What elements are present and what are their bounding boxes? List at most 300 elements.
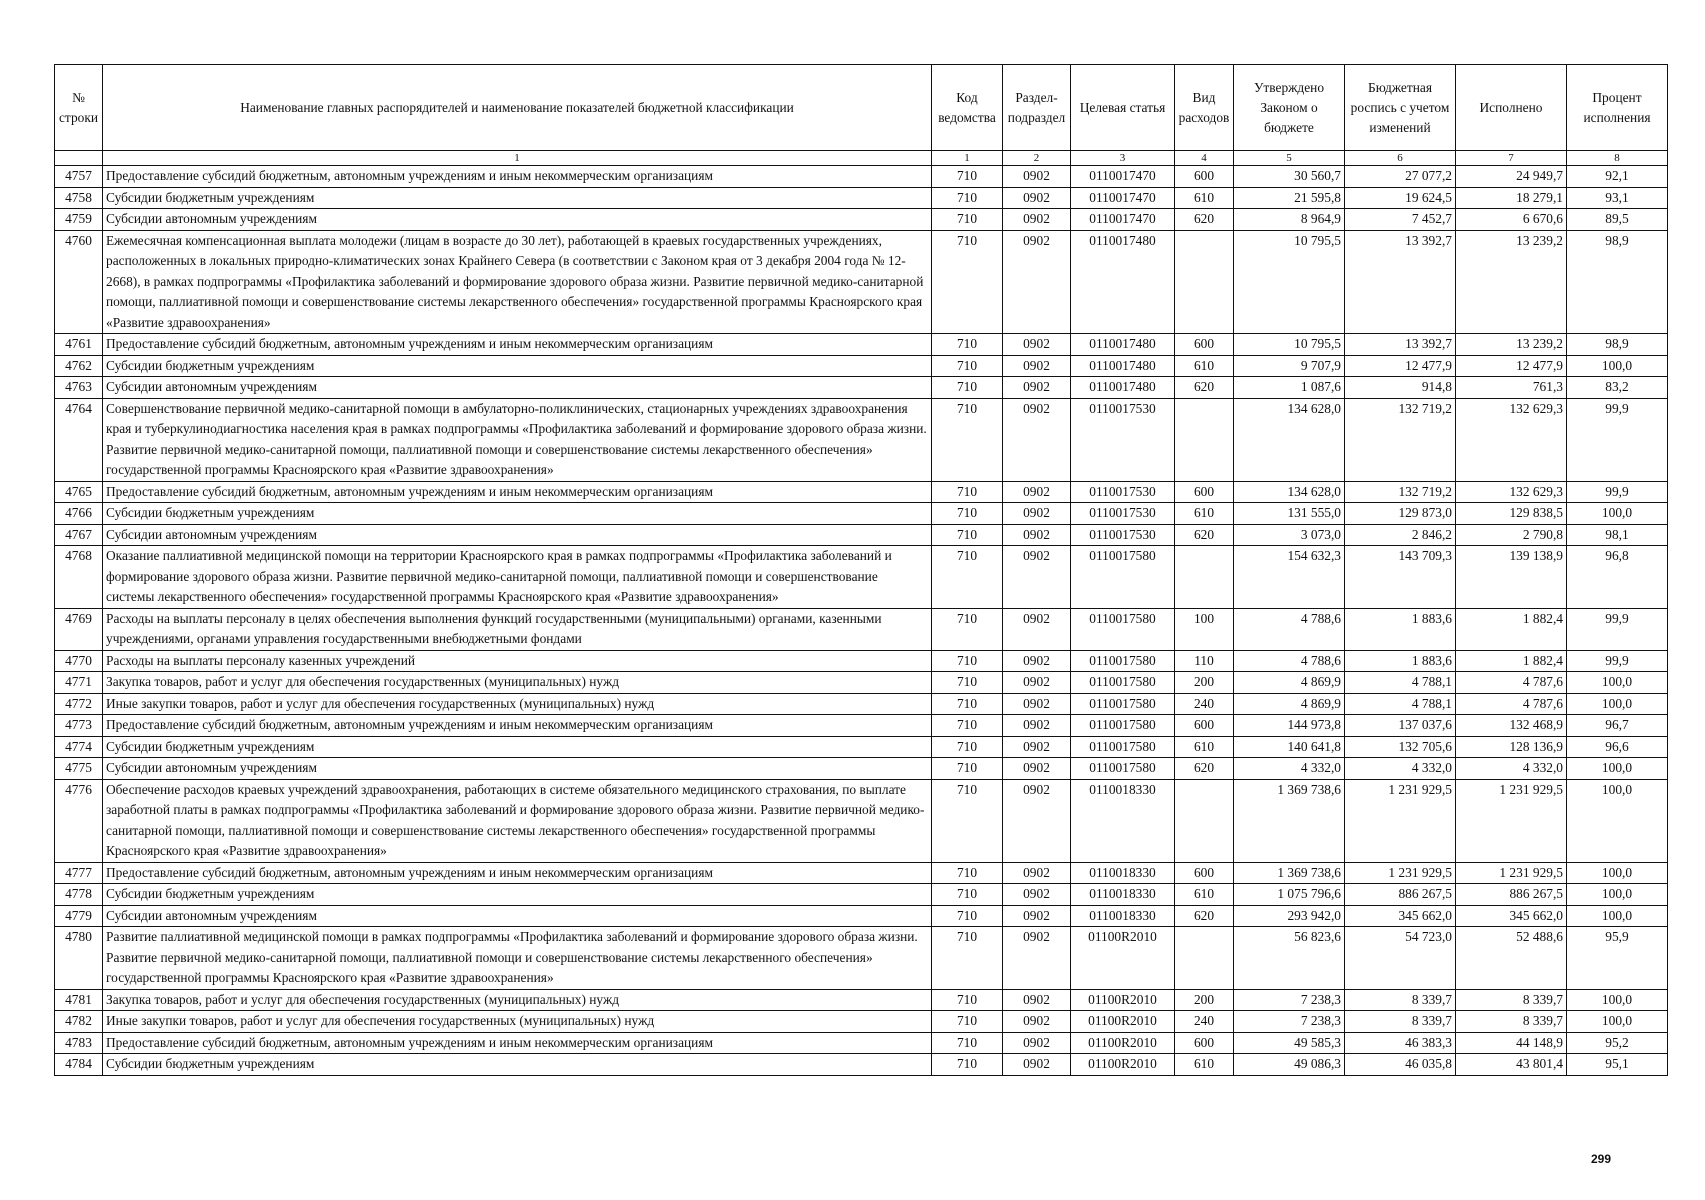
row-number: 4779: [55, 905, 103, 927]
row-target: 0110017480: [1071, 355, 1175, 377]
table-row: [55, 187, 1668, 209]
column-number-empty: [55, 151, 103, 166]
row-section: 0902: [1003, 1032, 1071, 1054]
row-number: 4770: [55, 650, 103, 672]
row-name: Совершенствование первичной медико-санитарной помощи в амбулаторно-поликлинических, стационарных учреждениях здравоохранения края и туберкулинодиагностика населения края в рамках подпрограммы «Профилактика заболеваний и формирование здорового образа жизни. Развитие первичной медико-санитарной помощи, паллиативной помощи и совершенствование системы лекарственного обеспечения» государственной программы Красноярского края «Развитие здравоохранения»: [103, 398, 932, 481]
row-number: 4758: [55, 187, 103, 209]
row-name: Субсидии бюджетным учреждениям: [103, 1054, 932, 1076]
row-expense-type: 610: [1175, 736, 1234, 758]
row-target: 0110017480: [1071, 334, 1175, 356]
row-budget-list: 1 883,6: [1345, 650, 1456, 672]
row-section: 0902: [1003, 736, 1071, 758]
row-expense-type: 600: [1175, 1032, 1234, 1054]
table-row: [55, 650, 1668, 672]
row-approved: 4 869,9: [1234, 672, 1345, 694]
row-percent: 92,1: [1567, 166, 1668, 188]
row-executed: 886 267,5: [1456, 884, 1567, 906]
row-number: 4760: [55, 230, 103, 334]
row-expense-type: 600: [1175, 862, 1234, 884]
row-approved: 1 369 738,6: [1234, 862, 1345, 884]
column-number: 6: [1345, 151, 1456, 166]
row-executed: 4 787,6: [1456, 693, 1567, 715]
row-percent: 99,9: [1567, 481, 1668, 503]
row-executed: 44 148,9: [1456, 1032, 1567, 1054]
row-percent: 83,2: [1567, 377, 1668, 399]
row-target: 0110017580: [1071, 758, 1175, 780]
row-budget-list: 13 392,7: [1345, 230, 1456, 334]
column-number-row: [55, 151, 1668, 166]
header-expense-type: Вид расходов: [1175, 65, 1234, 151]
row-expense-type: 610: [1175, 884, 1234, 906]
table-row: [55, 230, 1668, 334]
row-name: Закупка товаров, работ и услуг для обеспечения государственных (муниципальных) нужд: [103, 672, 932, 694]
row-section: 0902: [1003, 166, 1071, 188]
budget-report-page: [54, 64, 1667, 1076]
table-row: [55, 524, 1668, 546]
header-name: Наименование главных распорядителей и наименование показателей бюджетной классификации: [103, 65, 932, 151]
row-name: Предоставление субсидий бюджетным, автономным учреждениям и иным некоммерческим организациям: [103, 1032, 932, 1054]
row-dept-code: 710: [932, 715, 1003, 737]
row-budget-list: 54 723,0: [1345, 927, 1456, 990]
row-number: 4771: [55, 672, 103, 694]
row-budget-list: 886 267,5: [1345, 884, 1456, 906]
row-budget-list: 129 873,0: [1345, 503, 1456, 525]
row-name: Закупка товаров, работ и услуг для обеспечения государственных (муниципальных) нужд: [103, 989, 932, 1011]
row-budget-list: 137 037,6: [1345, 715, 1456, 737]
row-name: Иные закупки товаров, работ и услуг для обеспечения государственных (муниципальных) нужд: [103, 693, 932, 715]
row-name: Расходы на выплаты персоналу казенных учреждений: [103, 650, 932, 672]
row-expense-type: 200: [1175, 989, 1234, 1011]
row-dept-code: 710: [932, 230, 1003, 334]
table-row: [55, 377, 1668, 399]
table-row: [55, 398, 1668, 481]
row-name: Развитие паллиативной медицинской помощи в рамках подпрограммы «Профилактика заболеваний и формирование здорового образа жизни. Развитие первичной медико-санитарной помощи, паллиативной помощи и совершенствование системы лекарственного обеспечения» государственной программы Красноярского края «Развитие здравоохранения»: [103, 927, 932, 990]
row-percent: 89,5: [1567, 209, 1668, 231]
row-target: 0110017580: [1071, 715, 1175, 737]
row-expense-type: 110: [1175, 650, 1234, 672]
row-number: 4762: [55, 355, 103, 377]
row-expense-type: 240: [1175, 693, 1234, 715]
row-percent: 99,9: [1567, 608, 1668, 650]
row-dept-code: 710: [932, 989, 1003, 1011]
row-target: 0110018330: [1071, 884, 1175, 906]
row-expense-type: [1175, 398, 1234, 481]
row-approved: 4 788,6: [1234, 650, 1345, 672]
row-percent: 96,8: [1567, 546, 1668, 609]
row-number: 4776: [55, 779, 103, 862]
row-expense-type: 620: [1175, 524, 1234, 546]
row-executed: 139 138,9: [1456, 546, 1567, 609]
header-executed: Исполнено: [1456, 65, 1567, 151]
table-body: [55, 166, 1668, 1076]
row-percent: 100,0: [1567, 672, 1668, 694]
row-number: 4765: [55, 481, 103, 503]
row-percent: 100,0: [1567, 503, 1668, 525]
row-expense-type: [1175, 779, 1234, 862]
row-approved: 56 823,6: [1234, 927, 1345, 990]
row-number: 4757: [55, 166, 103, 188]
row-dept-code: 710: [932, 524, 1003, 546]
row-section: 0902: [1003, 862, 1071, 884]
column-number: 8: [1567, 151, 1668, 166]
row-budget-list: 8 339,7: [1345, 1011, 1456, 1033]
row-expense-type: [1175, 546, 1234, 609]
row-number: 4761: [55, 334, 103, 356]
row-section: 0902: [1003, 779, 1071, 862]
row-executed: 1 231 929,5: [1456, 779, 1567, 862]
row-executed: 2 790,8: [1456, 524, 1567, 546]
table-row: [55, 779, 1668, 862]
row-section: 0902: [1003, 187, 1071, 209]
row-approved: 154 632,3: [1234, 546, 1345, 609]
row-section: 0902: [1003, 398, 1071, 481]
row-budget-list: 12 477,9: [1345, 355, 1456, 377]
row-section: 0902: [1003, 884, 1071, 906]
row-executed: 8 339,7: [1456, 1011, 1567, 1033]
row-target: 01100R2010: [1071, 1054, 1175, 1076]
row-name: Субсидии бюджетным учреждениям: [103, 503, 932, 525]
row-number: 4772: [55, 693, 103, 715]
table-row: [55, 693, 1668, 715]
row-budget-list: 4 332,0: [1345, 758, 1456, 780]
row-dept-code: 710: [932, 187, 1003, 209]
row-executed: 345 662,0: [1456, 905, 1567, 927]
row-number: 4773: [55, 715, 103, 737]
row-dept-code: 710: [932, 209, 1003, 231]
row-approved: 4 869,9: [1234, 693, 1345, 715]
row-target: 0110017470: [1071, 209, 1175, 231]
column-number: 1: [103, 151, 932, 166]
row-dept-code: 710: [932, 1032, 1003, 1054]
row-expense-type: 620: [1175, 377, 1234, 399]
table-row: [55, 905, 1668, 927]
row-section: 0902: [1003, 1011, 1071, 1033]
row-approved: 144 973,8: [1234, 715, 1345, 737]
header-target: Целевая статья: [1071, 65, 1175, 151]
row-section: 0902: [1003, 715, 1071, 737]
row-budget-list: 132 705,6: [1345, 736, 1456, 758]
row-number: 4767: [55, 524, 103, 546]
row-dept-code: 710: [932, 546, 1003, 609]
row-section: 0902: [1003, 693, 1071, 715]
row-executed: 13 239,2: [1456, 334, 1567, 356]
row-target: 0110018330: [1071, 862, 1175, 884]
table-row: [55, 503, 1668, 525]
row-section: 0902: [1003, 1054, 1071, 1076]
row-dept-code: 710: [932, 166, 1003, 188]
row-target: 0110017580: [1071, 608, 1175, 650]
row-section: 0902: [1003, 989, 1071, 1011]
row-expense-type: 620: [1175, 209, 1234, 231]
row-expense-type: [1175, 927, 1234, 990]
row-budget-list: 4 788,1: [1345, 693, 1456, 715]
row-percent: 100,0: [1567, 884, 1668, 906]
header-section: Раздел-подраздел: [1003, 65, 1071, 151]
row-percent: 95,2: [1567, 1032, 1668, 1054]
row-dept-code: 710: [932, 377, 1003, 399]
row-target: 01100R2010: [1071, 1011, 1175, 1033]
column-number: 7: [1456, 151, 1567, 166]
column-number: 3: [1071, 151, 1175, 166]
row-approved: 9 707,9: [1234, 355, 1345, 377]
row-number: 4768: [55, 546, 103, 609]
row-budget-list: 19 624,5: [1345, 187, 1456, 209]
row-section: 0902: [1003, 608, 1071, 650]
row-percent: 95,1: [1567, 1054, 1668, 1076]
row-number: 4766: [55, 503, 103, 525]
row-executed: 132 629,3: [1456, 398, 1567, 481]
header-row-no: № строки: [55, 65, 103, 151]
table-row: [55, 1011, 1668, 1033]
row-number: 4763: [55, 377, 103, 399]
row-executed: 129 838,5: [1456, 503, 1567, 525]
table-row: [55, 334, 1668, 356]
row-target: 0110018330: [1071, 779, 1175, 862]
row-percent: 98,1: [1567, 524, 1668, 546]
header-budget-list: Бюджетная роспись с учетом изменений: [1345, 65, 1456, 151]
row-budget-list: 1 883,6: [1345, 608, 1456, 650]
row-section: 0902: [1003, 209, 1071, 231]
row-target: 0110017580: [1071, 672, 1175, 694]
column-number: 5: [1234, 151, 1345, 166]
row-dept-code: 710: [932, 608, 1003, 650]
row-approved: 1 075 796,6: [1234, 884, 1345, 906]
row-dept-code: 710: [932, 736, 1003, 758]
table-row: [55, 1054, 1668, 1076]
row-percent: 96,6: [1567, 736, 1668, 758]
row-target: 0110017530: [1071, 398, 1175, 481]
row-section: 0902: [1003, 503, 1071, 525]
row-number: 4777: [55, 862, 103, 884]
row-budget-list: 13 392,7: [1345, 334, 1456, 356]
row-section: 0902: [1003, 546, 1071, 609]
row-name: Субсидии бюджетным учреждениям: [103, 736, 932, 758]
row-percent: 100,0: [1567, 779, 1668, 862]
row-name: Субсидии автономным учреждениям: [103, 377, 932, 399]
row-executed: 4 787,6: [1456, 672, 1567, 694]
row-name: Субсидии автономным учреждениям: [103, 905, 932, 927]
header-approved: Утверждено Законом о бюджете: [1234, 65, 1345, 151]
row-target: 0110017580: [1071, 650, 1175, 672]
row-name: Предоставление субсидий бюджетным, автономным учреждениям и иным некоммерческим организациям: [103, 334, 932, 356]
row-approved: 293 942,0: [1234, 905, 1345, 927]
row-approved: 10 795,5: [1234, 334, 1345, 356]
table-row: [55, 209, 1668, 231]
row-name: Ежемесячная компенсационная выплата молодежи (лицам в возрасте до 30 лет), работающей в краевых государственных учреждениях, расположенных в локальных природно-климатических зонах Крайнего Севера (в соответствии с Законом края от 3 декабря 2004 года № 12-2668), в рамках подпрограммы «Профилактика заболеваний и формирование здорового образа жизни. Развитие первичной медико-санитарной помощи, паллиативной помощи и совершенствование системы лекарственного обеспечения» государственной программы Красноярского края «Развитие здравоохранения»: [103, 230, 932, 334]
row-budget-list: 1 231 929,5: [1345, 779, 1456, 862]
table-row: [55, 715, 1668, 737]
row-name: Субсидии автономным учреждениям: [103, 209, 932, 231]
header-row: [55, 65, 1668, 151]
header-dept-code: Код ведомства: [932, 65, 1003, 151]
row-dept-code: 710: [932, 905, 1003, 927]
row-name: Субсидии бюджетным учреждениям: [103, 187, 932, 209]
row-name: Предоставление субсидий бюджетным, автономным учреждениям и иным некоммерческим организациям: [103, 715, 932, 737]
table-row: [55, 355, 1668, 377]
row-name: Предоставление субсидий бюджетным, автономным учреждениям и иным некоммерческим организациям: [103, 862, 932, 884]
header-percent: Процент исполнения: [1567, 65, 1668, 151]
row-name: Предоставление субсидий бюджетным, автономным учреждениям и иным некоммерческим организациям: [103, 481, 932, 503]
row-expense-type: 600: [1175, 334, 1234, 356]
row-executed: 24 949,7: [1456, 166, 1567, 188]
row-name: Обеспечение расходов краевых учреждений здравоохранения, работающих в системе обязательного медицинского страхования, по выплате заработной платы в рамках подпрограммы «Профилактика заболеваний и формирование здорового образа жизни. Развитие первичной медико-санитарной помощи, паллиативной помощи и совершенствование системы лекарственного обеспечения» государственной программы Красноярского края «Развитие здравоохранения»: [103, 779, 932, 862]
row-percent: 100,0: [1567, 862, 1668, 884]
row-expense-type: 600: [1175, 715, 1234, 737]
row-section: 0902: [1003, 650, 1071, 672]
row-approved: 4 332,0: [1234, 758, 1345, 780]
row-name: Расходы на выплаты персоналу в целях обеспечения выполнения функций государственными (муниципальными) органами, казенными учреждениями, органами управления государственными внебюджетными фондами: [103, 608, 932, 650]
row-dept-code: 710: [932, 355, 1003, 377]
row-executed: 1 231 929,5: [1456, 862, 1567, 884]
row-number: 4774: [55, 736, 103, 758]
row-percent: 100,0: [1567, 758, 1668, 780]
row-dept-code: 710: [932, 1054, 1003, 1076]
row-section: 0902: [1003, 758, 1071, 780]
row-target: 0110017530: [1071, 503, 1175, 525]
row-percent: 100,0: [1567, 1011, 1668, 1033]
row-executed: 8 339,7: [1456, 989, 1567, 1011]
row-dept-code: 710: [932, 672, 1003, 694]
row-approved: 140 641,8: [1234, 736, 1345, 758]
row-target: 0110017480: [1071, 230, 1175, 334]
row-approved: 30 560,7: [1234, 166, 1345, 188]
row-approved: 7 238,3: [1234, 989, 1345, 1011]
table-row: [55, 862, 1668, 884]
row-dept-code: 710: [932, 398, 1003, 481]
row-executed: 132 468,9: [1456, 715, 1567, 737]
row-number: 4764: [55, 398, 103, 481]
row-number: 4783: [55, 1032, 103, 1054]
row-name: Субсидии автономным учреждениям: [103, 758, 932, 780]
row-dept-code: 710: [932, 927, 1003, 990]
row-name: Субсидии бюджетным учреждениям: [103, 884, 932, 906]
row-budget-list: 132 719,2: [1345, 481, 1456, 503]
table-row: [55, 672, 1668, 694]
column-number: 1: [932, 151, 1003, 166]
row-percent: 100,0: [1567, 355, 1668, 377]
row-approved: 21 595,8: [1234, 187, 1345, 209]
row-executed: 128 136,9: [1456, 736, 1567, 758]
row-section: 0902: [1003, 355, 1071, 377]
row-approved: 4 788,6: [1234, 608, 1345, 650]
table-row: [55, 736, 1668, 758]
row-name: Иные закупки товаров, работ и услуг для обеспечения государственных (муниципальных) нужд: [103, 1011, 932, 1033]
row-target: 01100R2010: [1071, 989, 1175, 1011]
row-executed: 52 488,6: [1456, 927, 1567, 990]
row-budget-list: 46 383,3: [1345, 1032, 1456, 1054]
row-target: 0110017530: [1071, 481, 1175, 503]
row-approved: 8 964,9: [1234, 209, 1345, 231]
row-expense-type: 620: [1175, 758, 1234, 780]
table-row: [55, 884, 1668, 906]
row-dept-code: 710: [932, 503, 1003, 525]
row-number: 4780: [55, 927, 103, 990]
row-approved: 134 628,0: [1234, 481, 1345, 503]
page-number: 299: [1591, 1152, 1612, 1166]
row-dept-code: 710: [932, 884, 1003, 906]
row-target: 0110017580: [1071, 736, 1175, 758]
row-target: 0110017470: [1071, 187, 1175, 209]
row-budget-list: 27 077,2: [1345, 166, 1456, 188]
row-budget-list: 914,8: [1345, 377, 1456, 399]
row-number: 4782: [55, 1011, 103, 1033]
row-target: 01100R2010: [1071, 1032, 1175, 1054]
row-executed: 12 477,9: [1456, 355, 1567, 377]
table-row: [55, 927, 1668, 990]
row-expense-type: 610: [1175, 503, 1234, 525]
row-percent: 99,9: [1567, 650, 1668, 672]
row-number: 4778: [55, 884, 103, 906]
row-percent: 100,0: [1567, 989, 1668, 1011]
row-executed: 43 801,4: [1456, 1054, 1567, 1076]
row-approved: 49 086,3: [1234, 1054, 1345, 1076]
row-section: 0902: [1003, 927, 1071, 990]
row-expense-type: 240: [1175, 1011, 1234, 1033]
row-budget-list: 8 339,7: [1345, 989, 1456, 1011]
budget-execution-table: [54, 64, 1668, 1076]
row-expense-type: 100: [1175, 608, 1234, 650]
row-percent: 96,7: [1567, 715, 1668, 737]
row-dept-code: 710: [932, 779, 1003, 862]
row-dept-code: 710: [932, 862, 1003, 884]
row-percent: 100,0: [1567, 905, 1668, 927]
row-target: 0110017580: [1071, 693, 1175, 715]
row-approved: 1 087,6: [1234, 377, 1345, 399]
row-number: 4781: [55, 989, 103, 1011]
row-approved: 3 073,0: [1234, 524, 1345, 546]
row-expense-type: 620: [1175, 905, 1234, 927]
row-approved: 1 369 738,6: [1234, 779, 1345, 862]
row-expense-type: 600: [1175, 481, 1234, 503]
row-percent: 99,9: [1567, 398, 1668, 481]
row-expense-type: 610: [1175, 187, 1234, 209]
row-section: 0902: [1003, 230, 1071, 334]
row-dept-code: 710: [932, 758, 1003, 780]
row-dept-code: 710: [932, 693, 1003, 715]
row-target: 0110017470: [1071, 166, 1175, 188]
row-expense-type: 200: [1175, 672, 1234, 694]
row-budget-list: 345 662,0: [1345, 905, 1456, 927]
row-target: 0110017480: [1071, 377, 1175, 399]
row-section: 0902: [1003, 672, 1071, 694]
row-target: 01100R2010: [1071, 927, 1175, 990]
table-row: [55, 546, 1668, 609]
row-section: 0902: [1003, 334, 1071, 356]
row-approved: 131 555,0: [1234, 503, 1345, 525]
row-dept-code: 710: [932, 1011, 1003, 1033]
row-dept-code: 710: [932, 650, 1003, 672]
row-executed: 1 882,4: [1456, 608, 1567, 650]
column-number: 4: [1175, 151, 1234, 166]
row-section: 0902: [1003, 377, 1071, 399]
row-budget-list: 1 231 929,5: [1345, 862, 1456, 884]
row-target: 0110017580: [1071, 546, 1175, 609]
table-row: [55, 989, 1668, 1011]
row-percent: 98,9: [1567, 334, 1668, 356]
row-number: 4784: [55, 1054, 103, 1076]
row-name: Субсидии бюджетным учреждениям: [103, 355, 932, 377]
row-number: 4759: [55, 209, 103, 231]
row-expense-type: 610: [1175, 1054, 1234, 1076]
row-expense-type: 600: [1175, 166, 1234, 188]
row-budget-list: 132 719,2: [1345, 398, 1456, 481]
row-approved: 134 628,0: [1234, 398, 1345, 481]
row-dept-code: 710: [932, 481, 1003, 503]
row-section: 0902: [1003, 524, 1071, 546]
row-executed: 4 332,0: [1456, 758, 1567, 780]
row-expense-type: [1175, 230, 1234, 334]
row-approved: 7 238,3: [1234, 1011, 1345, 1033]
